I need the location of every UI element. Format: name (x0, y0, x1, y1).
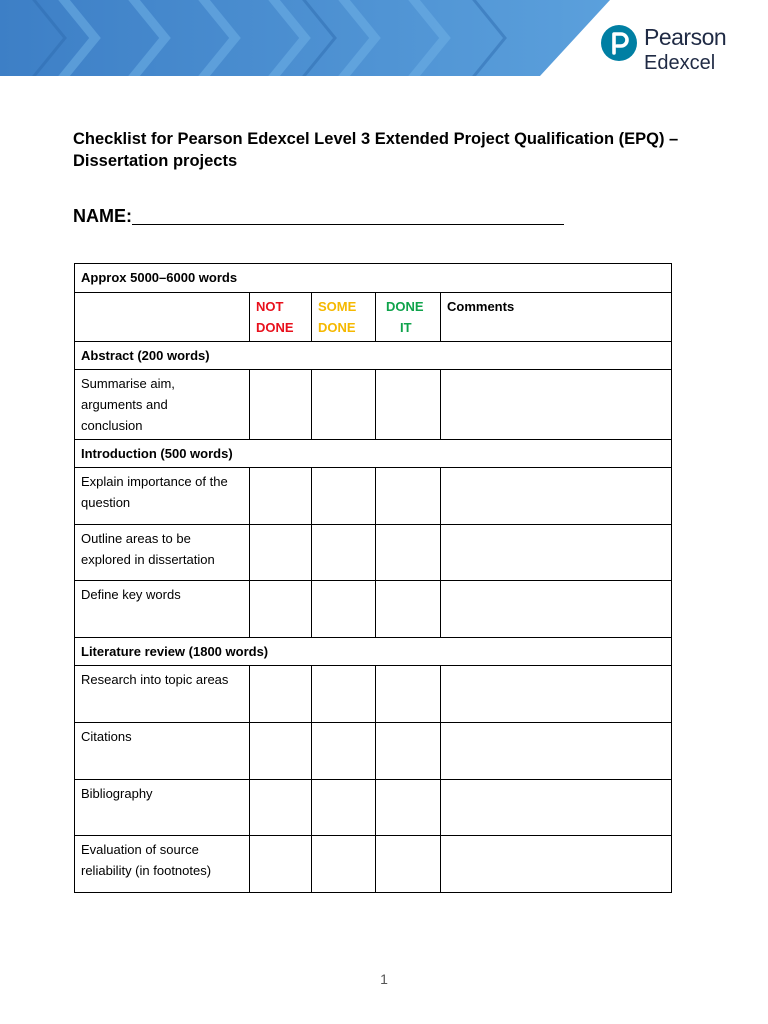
section-title-literature-review: Literature review (1800 words) (75, 638, 672, 666)
some-done-cell[interactable] (312, 370, 376, 440)
table-header-row (75, 264, 672, 293)
section-row (75, 342, 672, 370)
comments-cell[interactable] (441, 666, 672, 723)
comments-cell[interactable] (441, 370, 672, 440)
comments-cell[interactable] (441, 723, 672, 780)
table-row (75, 780, 672, 836)
comments-cell[interactable] (441, 525, 672, 581)
document-title: Checklist for Pearson Edexcel Level 3 Extended Project Qualification (EPQ) – Dissertation projects (73, 130, 679, 170)
some-done-cell[interactable] (312, 468, 376, 525)
table-row (75, 468, 672, 525)
comments-cell[interactable] (441, 581, 672, 638)
name-field[interactable] (73, 206, 564, 227)
some-done-label-2: DONE (318, 320, 356, 335)
item-label: Evaluation of source reliability (in footnotes) (75, 836, 250, 893)
item-label: Define key words (75, 581, 250, 638)
item-label: Citations (75, 723, 250, 780)
some-done-cell[interactable] (312, 780, 376, 836)
done-it-cell[interactable] (376, 370, 441, 440)
some-done-column-header (312, 293, 376, 342)
not-done-cell[interactable] (250, 780, 312, 836)
section-title-abstract: Abstract (200 words) (75, 342, 672, 370)
page-number: 1 (380, 971, 388, 987)
not-done-label-1: NOT (256, 299, 284, 314)
table-row (75, 723, 672, 780)
table-row (75, 370, 672, 440)
section-row (75, 638, 672, 666)
some-done-label-1: SOME (318, 299, 357, 314)
done-it-cell[interactable] (376, 666, 441, 723)
not-done-cell[interactable] (250, 370, 312, 440)
word-count-header: Approx 5000–6000 words (75, 264, 672, 293)
name-underline[interactable] (132, 206, 564, 225)
logo-brand-name: Pearson (644, 24, 727, 50)
table-row (75, 525, 672, 581)
not-done-label-2: DONE (256, 320, 294, 335)
table-row (75, 836, 672, 893)
some-done-cell[interactable] (312, 666, 376, 723)
done-it-cell[interactable] (376, 581, 441, 638)
some-done-cell[interactable] (312, 836, 376, 893)
item-label: Outline areas to be explored in dissertation (75, 525, 250, 581)
done-it-cell[interactable] (376, 836, 441, 893)
not-done-cell[interactable] (250, 525, 312, 581)
done-it-cell[interactable] (376, 525, 441, 581)
done-it-cell[interactable] (376, 468, 441, 525)
column-header-row (75, 293, 672, 342)
item-label: Explain importance of the question (75, 468, 250, 525)
not-done-cell[interactable] (250, 468, 312, 525)
pearson-logo-icon (600, 24, 638, 62)
comments-cell[interactable] (441, 780, 672, 836)
item-label: Summarise aim, arguments and conclusion (75, 370, 250, 440)
not-done-column-header (250, 293, 312, 342)
logo-sub-name: Edexcel (644, 52, 716, 74)
name-label: NAME: (73, 206, 132, 226)
comments-column-header: Comments (441, 293, 672, 342)
some-done-cell[interactable] (312, 723, 376, 780)
table-row (75, 666, 672, 723)
item-label: Research into topic areas (75, 666, 250, 723)
checklist-table (74, 263, 672, 893)
done-it-label-2: IT (400, 320, 412, 335)
table-row (75, 581, 672, 638)
not-done-cell[interactable] (250, 723, 312, 780)
some-done-cell[interactable] (312, 581, 376, 638)
comments-cell[interactable] (441, 836, 672, 893)
not-done-cell[interactable] (250, 581, 312, 638)
comments-cell[interactable] (441, 468, 672, 525)
not-done-cell[interactable] (250, 666, 312, 723)
pearson-edexcel-logo (600, 24, 750, 80)
item-label: Bibliography (75, 780, 250, 836)
done-it-cell[interactable] (376, 723, 441, 780)
done-it-column-header (376, 293, 441, 342)
item-column-header (75, 293, 250, 342)
some-done-cell[interactable] (312, 525, 376, 581)
section-title-introduction: Introduction (500 words) (75, 440, 672, 468)
done-it-label-1: DONE (386, 299, 424, 314)
not-done-cell[interactable] (250, 836, 312, 893)
section-row (75, 440, 672, 468)
done-it-cell[interactable] (376, 780, 441, 836)
